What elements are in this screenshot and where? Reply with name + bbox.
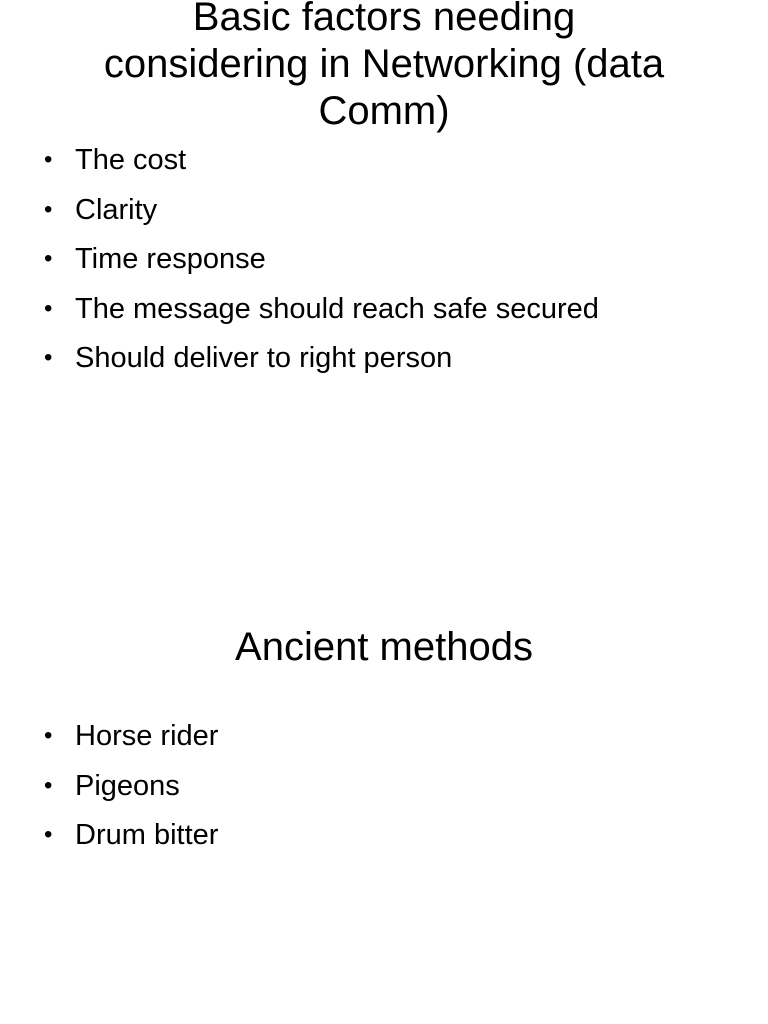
- bullet-icon: •: [44, 245, 53, 273]
- bullet-text: Drum bitter: [75, 819, 219, 852]
- bullet-text: The message should reach safe secured: [75, 292, 599, 325]
- bullet-text: Should deliver to right person: [75, 342, 453, 375]
- slide-title: [0, 624, 768, 671]
- bullet-icon: •: [44, 771, 53, 799]
- bullet-icon: •: [44, 722, 53, 749]
- title-line: Basic factors needing: [192, 0, 576, 39]
- bullet-icon: •: [44, 821, 53, 849]
- title-line: Comm): [318, 89, 450, 133]
- title-line: considering in Networking (data: [103, 42, 665, 86]
- bullet-icon: •: [44, 195, 53, 223]
- bullet-icon: •: [44, 146, 53, 173]
- bullet-icon: •: [44, 344, 53, 372]
- title-line: Ancient methods: [235, 625, 533, 669]
- slide-title: [0, 0, 768, 135]
- bullet-text: Time response: [75, 243, 266, 276]
- bullet-text: Horse rider: [75, 720, 219, 752]
- bullet-text: The cost: [75, 144, 187, 176]
- slide-ancient-methods: [0, 512, 768, 1024]
- bullet-icon: •: [44, 294, 53, 322]
- bullet-text: Pigeons: [75, 769, 180, 802]
- bullet-text: Clarity: [75, 193, 158, 226]
